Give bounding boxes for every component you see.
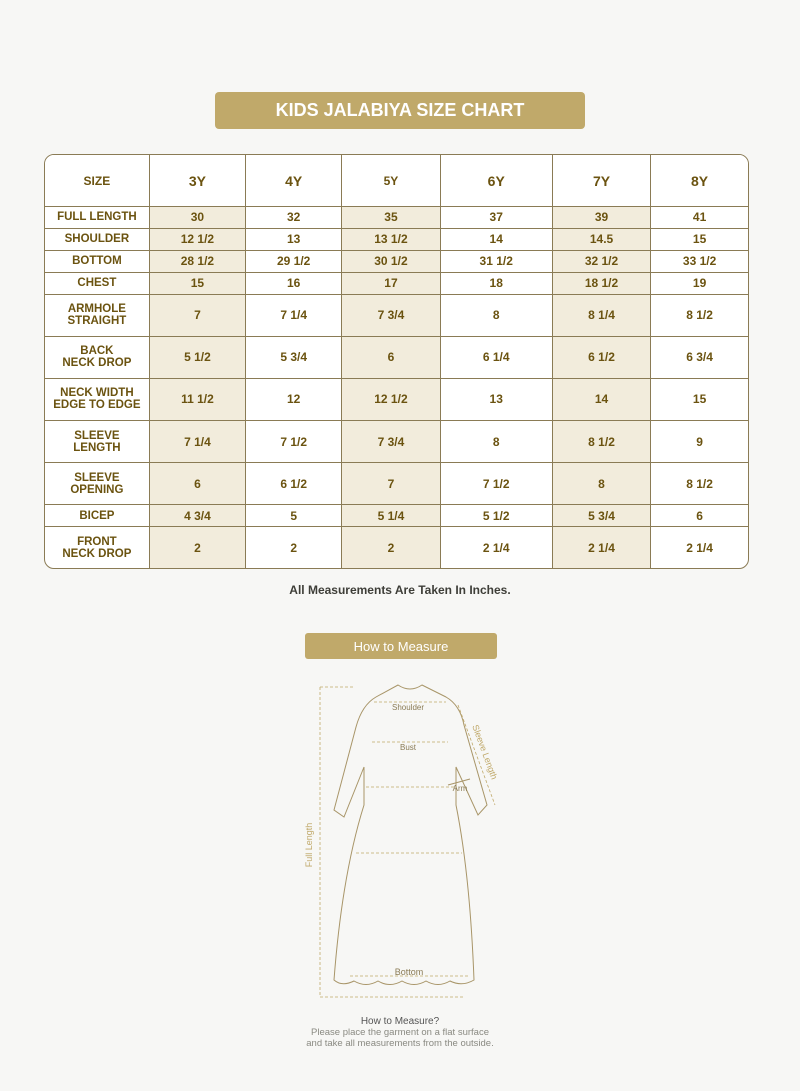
table-cell: 12 — [246, 378, 342, 420]
table-cell: 8 1/2 — [651, 294, 748, 336]
table-cell: 31 1/2 — [440, 250, 552, 272]
table-cell: 28 1/2 — [149, 250, 245, 272]
table-cell: 32 — [246, 207, 342, 229]
table-cell: 16 — [246, 272, 342, 294]
row-label-line: SLEEVE — [74, 471, 120, 484]
table-cell: 15 — [651, 228, 748, 250]
table-cell: 29 1/2 — [246, 250, 342, 272]
table-cell: 5 3/4 — [552, 505, 650, 527]
size-column-header: SIZE — [45, 155, 149, 207]
table-cell: 2 1/4 — [440, 527, 552, 568]
table-cell: 5 1/4 — [342, 505, 440, 527]
table-cell: 2 — [149, 527, 245, 568]
table-row — [45, 463, 748, 505]
bottom-label: Bottom — [394, 967, 424, 977]
table-row — [45, 228, 748, 250]
size-header-5y: 5Y — [342, 155, 440, 207]
measure-instructions-line-2: and take all measurements from the outside. — [306, 1038, 494, 1049]
table-cell: 7 1/2 — [246, 421, 342, 463]
table-cell: 13 — [246, 228, 342, 250]
size-chart-table — [44, 154, 749, 569]
table-cell: 6 — [342, 336, 440, 378]
row-label-line: SHOULDER — [64, 233, 130, 246]
table-cell: 2 — [246, 527, 342, 568]
table-cell: 33 1/2 — [651, 250, 748, 272]
table-cell: 6 1/2 — [246, 463, 342, 505]
row-label — [45, 336, 149, 378]
table-row — [45, 294, 748, 336]
table-cell: 8 1/4 — [552, 294, 650, 336]
table-cell: 2 — [342, 527, 440, 568]
table-row — [45, 505, 748, 527]
size-chart-title: KIDS JALABIYA SIZE CHART — [215, 92, 585, 129]
bust-label: Bust — [399, 743, 417, 752]
row-label-line: BICEP — [79, 509, 115, 522]
size-header-7y: 7Y — [552, 155, 650, 207]
row-label — [45, 527, 149, 568]
table-cell: 7 — [342, 463, 440, 505]
table-cell: 5 — [246, 505, 342, 527]
table-cell: 39 — [552, 207, 650, 229]
table-cell: 7 1/4 — [149, 421, 245, 463]
table-cell: 30 1/2 — [342, 250, 440, 272]
row-label-line: BACK — [80, 345, 114, 358]
table-row — [45, 250, 748, 272]
table-cell: 8 — [440, 294, 552, 336]
row-label — [45, 272, 149, 294]
row-label — [45, 250, 149, 272]
table-cell: 30 — [149, 207, 245, 229]
row-label — [45, 207, 149, 229]
full-length-label: Full Length — [304, 822, 314, 868]
row-label — [45, 505, 149, 527]
table-cell: 6 — [149, 463, 245, 505]
row-label-line: NECK DROP — [62, 357, 132, 370]
table-cell: 6 3/4 — [651, 336, 748, 378]
row-label-line: NECK WIDTH — [60, 387, 134, 400]
table-cell: 6 1/2 — [552, 336, 650, 378]
size-header-4y: 4Y — [246, 155, 342, 207]
table-cell: 5 1/2 — [149, 336, 245, 378]
row-label-line: FRONT — [77, 535, 117, 548]
measure-instructions-title: How to Measure? — [360, 1016, 440, 1027]
table-cell: 2 1/4 — [552, 527, 650, 568]
row-label-line: EDGE TO EDGE — [53, 399, 141, 412]
table-cell: 15 — [651, 378, 748, 420]
row-label-line: NECK DROP — [62, 547, 132, 560]
measure-instructions-line-1: Please place the garment on a flat surface — [311, 1027, 489, 1038]
row-label-line: OPENING — [70, 483, 124, 496]
table-cell: 8 — [440, 421, 552, 463]
measurement-unit-note: All Measurements Are Taken In Inches. — [289, 583, 511, 597]
table-cell: 7 1/2 — [440, 463, 552, 505]
table-row — [45, 207, 748, 229]
garment-measure-diagram — [290, 675, 520, 1005]
table-cell: 6 1/4 — [440, 336, 552, 378]
table-cell: 14 — [440, 228, 552, 250]
table-cell: 14 — [552, 378, 650, 420]
table-cell: 13 1/2 — [342, 228, 440, 250]
row-label-line: LENGTH — [73, 441, 121, 454]
table-cell: 17 — [342, 272, 440, 294]
table-cell: 41 — [651, 207, 748, 229]
shoulder-label: Shoulder — [391, 703, 425, 712]
table-row — [45, 378, 748, 420]
garment-outline — [334, 685, 487, 985]
table-cell: 14.5 — [552, 228, 650, 250]
table-cell: 7 3/4 — [342, 421, 440, 463]
row-label — [45, 378, 149, 420]
row-label — [45, 228, 149, 250]
table-cell: 35 — [342, 207, 440, 229]
table-row — [45, 421, 748, 463]
table-row — [45, 272, 748, 294]
table-cell: 15 — [149, 272, 245, 294]
row-label — [45, 294, 149, 336]
table-cell: 12 1/2 — [149, 228, 245, 250]
table-cell: 18 1/2 — [552, 272, 650, 294]
table-row — [45, 336, 748, 378]
table-cell: 12 1/2 — [342, 378, 440, 420]
table-cell: 37 — [440, 207, 552, 229]
row-label-line: CHEST — [77, 277, 117, 290]
row-label — [45, 463, 149, 505]
table-cell: 32 1/2 — [552, 250, 650, 272]
size-header-6y: 6Y — [440, 155, 552, 207]
row-label-line: FULL LENGTH — [57, 211, 137, 224]
table-cell: 4 3/4 — [149, 505, 245, 527]
sleeve-length-label: Sleeve Length — [470, 723, 500, 781]
table-cell: 8 1/2 — [552, 421, 650, 463]
row-label-line: BOTTOM — [72, 255, 122, 268]
measure-instructions — [0, 1016, 800, 1049]
table-cell: 7 3/4 — [342, 294, 440, 336]
table-cell: 9 — [651, 421, 748, 463]
row-label-line: STRAIGHT — [67, 315, 127, 328]
table-cell: 5 1/2 — [440, 505, 552, 527]
size-header-8y: 8Y — [651, 155, 748, 207]
table-row — [45, 527, 748, 568]
table-cell: 5 3/4 — [246, 336, 342, 378]
table-cell: 11 1/2 — [149, 378, 245, 420]
table-cell: 7 — [149, 294, 245, 336]
table-cell: 19 — [651, 272, 748, 294]
table-cell: 6 — [651, 505, 748, 527]
row-label — [45, 421, 149, 463]
size-header-row — [45, 155, 748, 207]
how-to-measure-button[interactable]: How to Measure — [305, 633, 497, 659]
table-cell: 7 1/4 — [246, 294, 342, 336]
table-cell: 8 — [552, 463, 650, 505]
table-cell: 2 1/4 — [651, 527, 748, 568]
row-label-line: SLEEVE — [74, 429, 120, 442]
arm-label: Arm — [452, 784, 468, 793]
table-cell: 18 — [440, 272, 552, 294]
size-table-body — [45, 207, 748, 569]
table-cell: 8 1/2 — [651, 463, 748, 505]
size-header-3y: 3Y — [149, 155, 245, 207]
table-cell: 13 — [440, 378, 552, 420]
row-label-line: ARMHOLE — [67, 303, 126, 316]
